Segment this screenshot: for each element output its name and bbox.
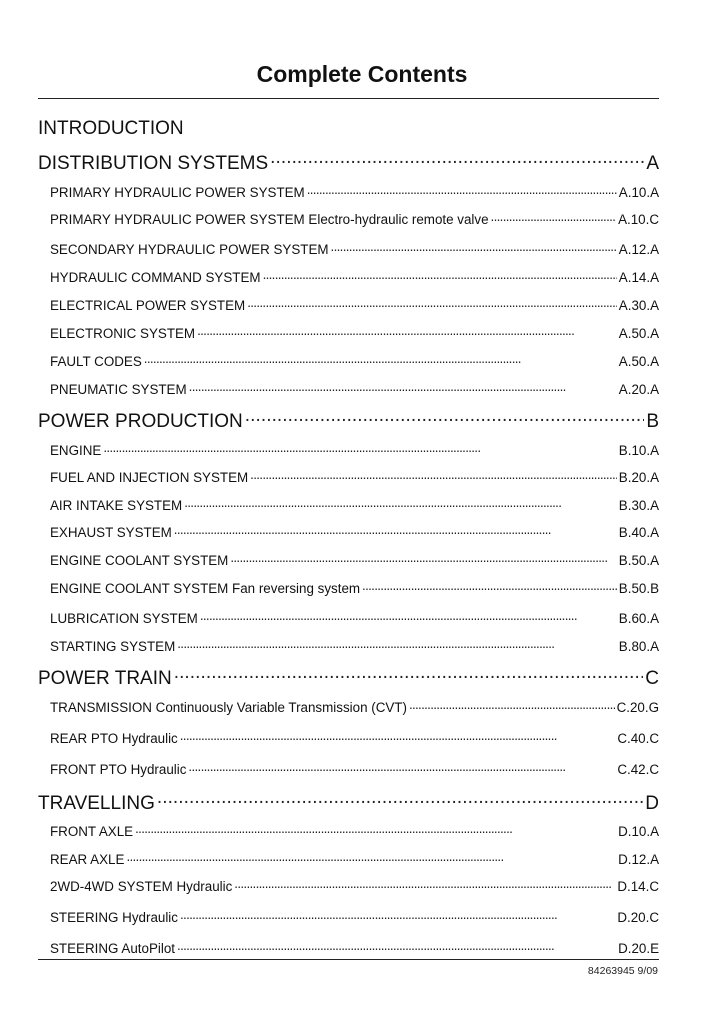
dot-leader — [187, 381, 617, 394]
toc-section[interactable] — [38, 150, 659, 175]
toc-section[interactable] — [38, 408, 659, 433]
toc-reference: D.20.E — [618, 941, 659, 957]
toc-entry-title: PNEUMATIC SYSTEM — [50, 382, 187, 398]
toc-section-title: POWER PRODUCTION — [38, 411, 243, 432]
toc-entry-title: FAULT CODES — [50, 354, 142, 370]
toc-entry[interactable] — [50, 580, 659, 596]
toc-section[interactable] — [38, 665, 659, 690]
toc-entry[interactable] — [50, 878, 659, 894]
toc-entry-title: ENGINE COOLANT SYSTEM Fan reversing system — [50, 581, 361, 597]
toc-reference: A — [646, 153, 659, 174]
dot-leader — [329, 241, 617, 254]
toc-entry[interactable] — [50, 940, 659, 956]
toc-entry[interactable] — [50, 325, 659, 341]
dot-leader — [228, 552, 616, 565]
toc-entry-title: HYDRAULIC COMMAND SYSTEM — [50, 270, 261, 286]
dot-leader — [248, 469, 617, 482]
toc-entry[interactable] — [50, 269, 659, 285]
toc-reference: A.10.C — [618, 212, 659, 228]
toc-entry-title: PRIMARY HYDRAULIC POWER SYSTEM — [50, 185, 305, 201]
dot-leader — [175, 940, 616, 953]
toc-entry-title: SECONDARY HYDRAULIC POWER SYSTEM — [50, 242, 329, 258]
toc-entry-title: REAR AXLE — [50, 852, 125, 868]
dot-leader — [178, 909, 615, 922]
toc-reference: B.30.A — [618, 498, 659, 514]
toc-reference: B.60.A — [618, 611, 659, 627]
toc-reference: D.12.A — [618, 852, 659, 868]
toc-section-title: POWER TRAIN — [38, 668, 172, 689]
toc-reference: B.80.A — [618, 639, 659, 655]
toc-entry[interactable] — [50, 524, 659, 540]
dot-leader — [261, 269, 617, 282]
dot-leader — [198, 610, 617, 623]
toc-reference: D.14.C — [617, 879, 659, 895]
toc-reference: D — [645, 793, 659, 814]
toc-section-title: INTRODUCTION — [38, 118, 184, 139]
toc-reference: A.10.A — [618, 185, 659, 201]
toc-reference: C — [645, 668, 659, 689]
dot-leader — [101, 442, 616, 455]
dot-leader — [155, 790, 643, 809]
toc-entry[interactable] — [50, 211, 659, 227]
dot-leader — [360, 580, 617, 593]
dot-leader — [172, 524, 617, 537]
toc-entry[interactable] — [50, 381, 659, 397]
dot-leader — [489, 211, 617, 224]
toc-reference: D.20.C — [617, 910, 659, 926]
toc-reference: A.12.A — [618, 242, 659, 258]
toc-entry[interactable] — [50, 699, 659, 715]
dot-leader — [186, 761, 615, 774]
dot-leader — [245, 297, 617, 310]
toc-reference: B.50.A — [618, 553, 659, 569]
toc-entry-title: FUEL AND INJECTION SYSTEM — [50, 470, 249, 486]
dot-leader — [175, 638, 617, 651]
dot-leader — [243, 408, 645, 427]
dot-leader — [124, 851, 616, 864]
toc-entry[interactable] — [50, 442, 659, 458]
footer-rule — [38, 959, 659, 960]
toc-entry-title: STARTING SYSTEM — [50, 639, 176, 655]
toc-section[interactable] — [38, 790, 659, 815]
toc-reference: A.30.A — [618, 298, 659, 314]
toc-reference: A.20.A — [618, 382, 659, 398]
toc-entry[interactable] — [50, 909, 659, 925]
toc-entry-title: TRANSMISSION Continuously Variable Transmission (CVT) — [50, 700, 407, 716]
toc-entry[interactable] — [50, 730, 659, 746]
dot-leader — [133, 823, 616, 836]
dot-leader — [178, 730, 616, 743]
toc-entry-title: ELECTRICAL POWER SYSTEM — [50, 298, 246, 314]
dot-leader — [232, 878, 615, 891]
dot-leader — [195, 325, 617, 338]
toc-reference: B — [646, 411, 659, 432]
toc-entry[interactable] — [50, 241, 659, 257]
toc-reference: A.14.A — [618, 270, 659, 286]
toc-entry-title: PRIMARY HYDRAULIC POWER SYSTEM Electro-hydraulic remote valve — [50, 212, 489, 228]
toc-reference: C.42.C — [617, 762, 659, 778]
dot-leader — [407, 699, 615, 712]
toc-reference: D.10.A — [618, 824, 659, 840]
toc-entry[interactable] — [50, 353, 659, 369]
footer-reference: 84263945 9/09 — [587, 965, 658, 977]
toc-reference: B.20.A — [618, 470, 659, 486]
toc-reference: C.40.C — [617, 731, 659, 747]
toc-entry-title: STEERING AutoPilot — [50, 941, 176, 957]
toc-section-title: TRAVELLING — [38, 793, 155, 814]
toc-section[interactable] — [38, 118, 659, 140]
toc-entry[interactable] — [50, 638, 659, 654]
toc-reference: B.50.B — [618, 581, 659, 597]
toc-entry-title: REAR PTO Hydraulic — [50, 731, 178, 747]
toc-entry[interactable] — [50, 469, 659, 485]
toc-section-title: DISTRIBUTION SYSTEMS — [38, 153, 269, 174]
toc-entry[interactable] — [50, 761, 659, 777]
dot-leader — [182, 497, 617, 510]
dot-leader — [172, 665, 644, 684]
toc-entry-title: 2WD-4WD SYSTEM Hydraulic — [50, 879, 233, 895]
dot-leader — [305, 184, 617, 197]
toc-entry-title: ELECTRONIC SYSTEM — [50, 326, 196, 342]
toc-entry[interactable] — [50, 851, 659, 867]
toc-entry[interactable] — [50, 297, 659, 313]
toc-entry-title: STEERING Hydraulic — [50, 910, 178, 926]
toc-entry-title: ENGINE COOLANT SYSTEM — [50, 553, 229, 569]
toc-entry[interactable] — [50, 552, 659, 568]
toc-entry-title: FRONT PTO Hydraulic — [50, 762, 187, 778]
toc-entry-title: FRONT AXLE — [50, 824, 134, 840]
dot-leader — [268, 150, 644, 169]
toc-entry[interactable] — [50, 823, 659, 839]
toc-entry[interactable] — [50, 497, 659, 513]
toc-reference: A.50.A — [618, 326, 659, 342]
dot-leader — [142, 353, 617, 366]
toc-entry-title: ENGINE — [50, 443, 102, 459]
toc-entry-title: EXHAUST SYSTEM — [50, 525, 172, 541]
toc-reference: A.50.A — [618, 354, 659, 370]
toc-reference: C.20.G — [616, 700, 659, 716]
toc-reference: B.10.A — [618, 443, 659, 459]
toc-reference: B.40.A — [618, 525, 659, 541]
toc-entry-title: LUBRICATION SYSTEM — [50, 611, 198, 627]
toc-entry[interactable] — [50, 610, 659, 626]
toc-entry[interactable] — [50, 184, 659, 200]
page-title: Complete Contents — [256, 61, 468, 87]
toc-entry-title: AIR INTAKE SYSTEM — [50, 498, 183, 514]
